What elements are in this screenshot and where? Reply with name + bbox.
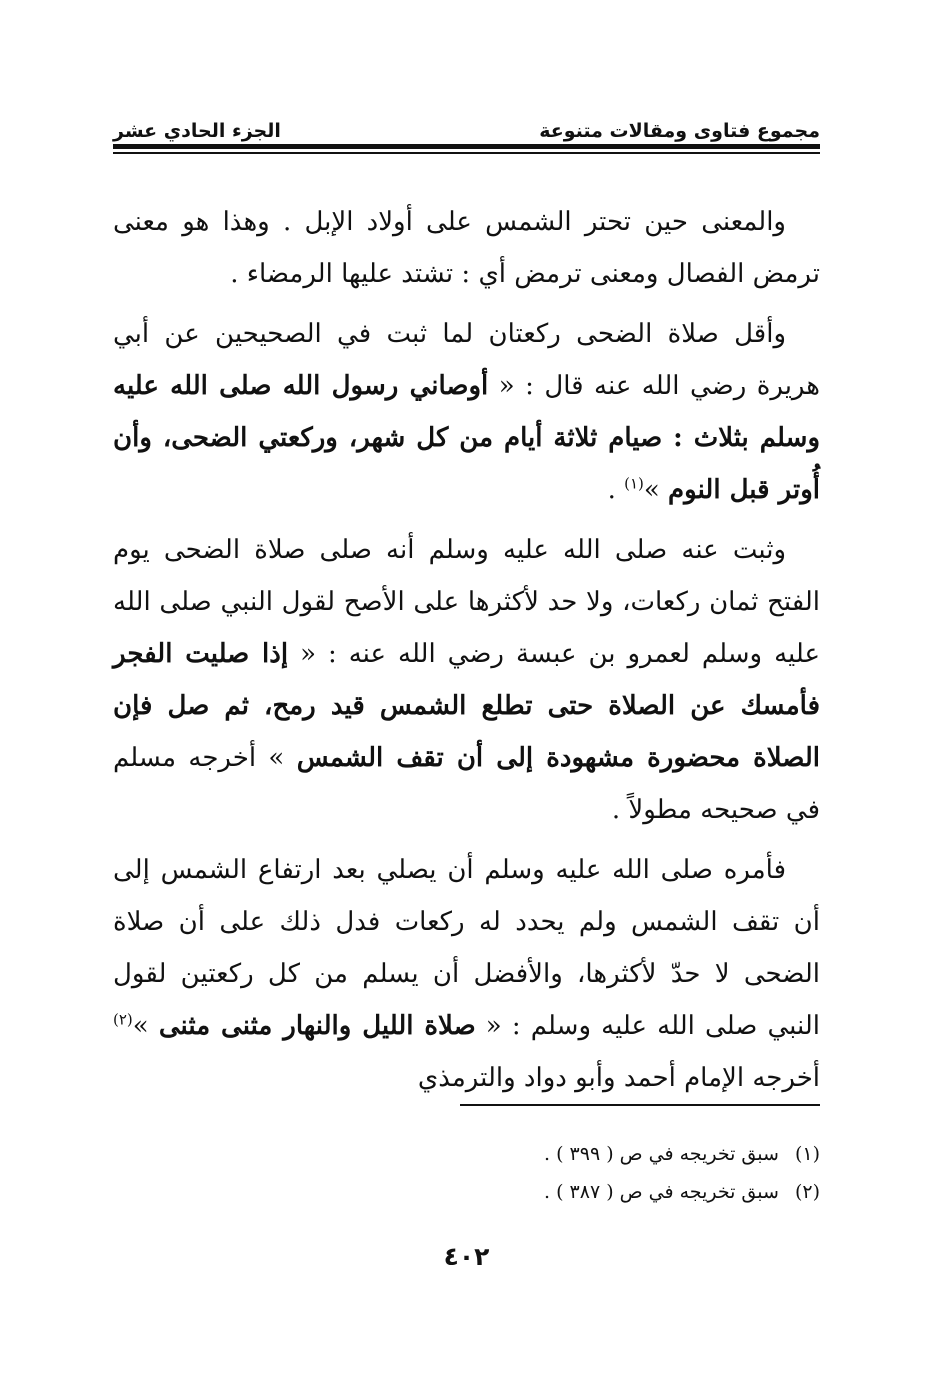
body-text xyxy=(113,196,820,1112)
footnote-number: (٢) xyxy=(794,1181,820,1203)
footnote-number: (١) xyxy=(794,1143,820,1165)
text-run: وثبت عنه صلى الله عليه وسلم أنه صلى صلاة الضحى يوم الفتح ثمان ركعات، ولا حد لأكثرها على الأصح لقول النبي صلى الله عليه وسلم لعمرو بن عبسة رضي الله عنه : « xyxy=(113,535,821,669)
footnotes xyxy=(113,1135,820,1211)
book-title: مجموع فتاوى ومقالات متنوعة xyxy=(539,120,820,142)
paragraph xyxy=(113,308,820,516)
text-run: » xyxy=(132,1011,159,1041)
text-run: » xyxy=(643,475,669,505)
paragraph xyxy=(113,196,820,300)
text-run: وأقل صلاة الضحى ركعتان لما ثبت في الصحيحين عن أبي هريرة رضي الله عنه قال : « xyxy=(113,319,820,401)
running-header xyxy=(113,112,820,142)
footnote-text: سبق تخريجه في ص ( ٣٩٩ ) . xyxy=(544,1143,779,1165)
text-run: أخرجه الإمام أحمد وأبو دواد والترمذي xyxy=(417,1063,820,1093)
footnote xyxy=(113,1173,820,1211)
hadith-quote: صلاة الليل والنهار مثنى مثنى xyxy=(158,1011,476,1041)
text-run: » أخرجه مسلم في صحيحه مطولاً . xyxy=(113,743,820,825)
text-run: والمعنى حين تحتر الشمس على أولاد الإبل . وهذا هو معنى ترمض الفصال ومعنى ترمض أي : تشتد عليها الرمضاء . xyxy=(113,207,820,289)
footnote-text: سبق تخريجه في ص ( ٣٨٧ ) . xyxy=(544,1181,779,1203)
footnote-ref[interactable]: (١) xyxy=(624,474,644,493)
paragraph xyxy=(113,524,820,836)
text-run: فأمره صلى الله عليه وسلم أن يصلي بعد ارتفاع الشمس إلى أن تقف الشمس ولم يحدد له ركعات فدل ذلك على أن صلاة الضحى لا حدّ لأكثرها، والأفضل أن يسلم من كل ركعتين لقول النبي صلى الله عليه وسلم : « xyxy=(113,855,821,1041)
footnote xyxy=(113,1135,820,1173)
footnote-ref[interactable]: (٢) xyxy=(113,1010,133,1029)
hadith-quote: أوصاني رسول الله صلى الله عليه وسلم بثلاث : صيام ثلاثة أيام من كل شهر، وركعتي الضحى، وأن أُوتر قبل النوم xyxy=(113,371,820,505)
footnote-separator xyxy=(460,1104,820,1106)
text-run: . xyxy=(607,475,625,505)
page-number: ٤٠٢ xyxy=(443,1242,490,1271)
volume-label: الجزء الحادي عشر xyxy=(113,120,281,142)
hadith-quote: إذا صليت الفجر فأمسك عن الصلاة حتى تطلع الشمس قيد رمح، ثم صل فإن الصلاة محضورة مشهودة إلى أن تقف الشمس xyxy=(113,639,821,773)
paragraph xyxy=(113,844,820,1104)
header-rule-thin xyxy=(113,152,820,154)
header-rule-thick xyxy=(113,144,820,149)
